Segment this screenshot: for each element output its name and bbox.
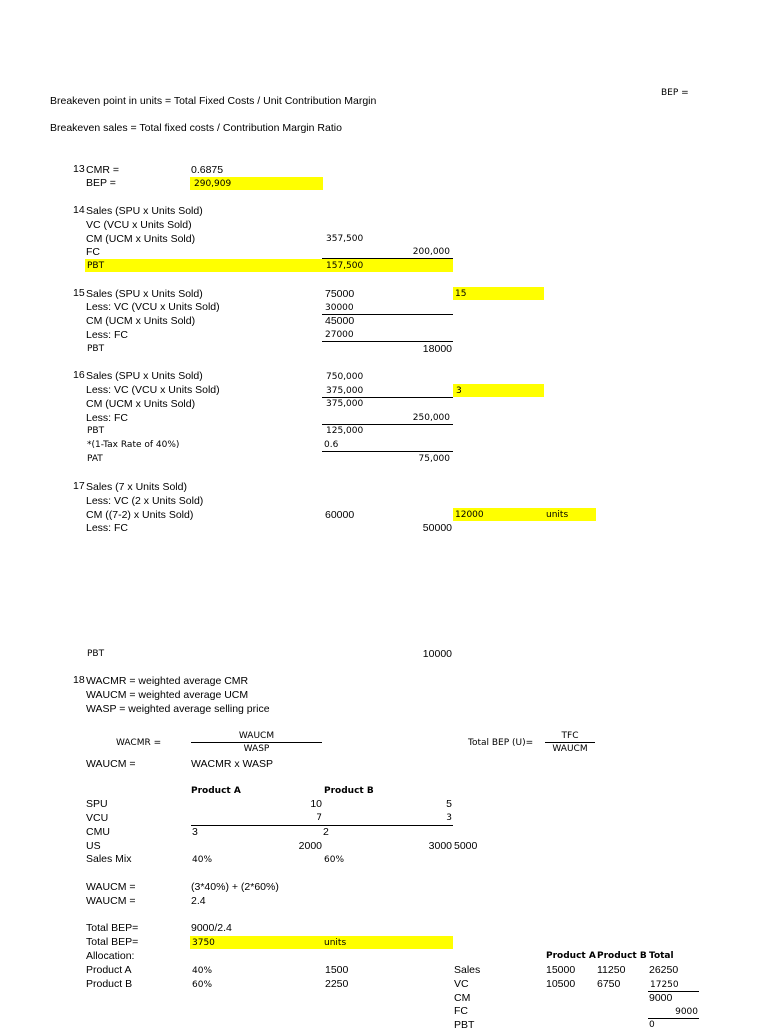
alloc-a-pct: 40% — [192, 966, 213, 976]
question-number: 13 — [73, 163, 85, 175]
question-number: 17 — [73, 480, 85, 492]
allocation-label: Allocation: — [86, 950, 135, 962]
pbt-label: PBT — [87, 344, 105, 354]
vc-label: Less: VC (VCU x Units Sold) — [86, 301, 220, 313]
is-fc-label: FC — [454, 1005, 468, 1017]
tax-value: 0.6 — [324, 440, 339, 450]
highlight-cell — [453, 384, 544, 397]
cm-value: 60000 — [325, 509, 355, 521]
answer-value: 12000 — [455, 510, 484, 520]
highlight-cell — [190, 936, 453, 949]
is-product-a-header: Product A — [546, 951, 596, 961]
answer-unit: units — [546, 510, 569, 520]
cm-label: CM (UCM x Units Sold) — [86, 233, 196, 245]
pbt-label: PBT — [87, 426, 105, 436]
cmr-value: 0.6875 — [191, 164, 224, 176]
total-bep-unit: units — [324, 938, 347, 948]
alloc-b-pct: 60% — [192, 980, 213, 990]
bep-label: BEP = — [86, 177, 116, 189]
alloc-b-units: 2250 — [325, 978, 349, 990]
divider — [322, 341, 453, 342]
wacmr-numerator: WAUCM — [238, 731, 275, 741]
cm-label: CM (UCM x Units Sold) — [86, 398, 196, 410]
divider — [322, 451, 453, 452]
is-vc-total: 17250 — [650, 980, 679, 990]
is-sales-label: Sales — [454, 964, 481, 976]
cm-label: CM (UCM x Units Sold) — [86, 315, 196, 327]
divider — [191, 825, 453, 826]
vc-value: 375,000 — [326, 386, 364, 396]
sales-mix-b: 60% — [324, 855, 345, 865]
is-pbt-total: 0 — [649, 1020, 655, 1030]
sales-label: Sales (SPU x Units Sold) — [86, 288, 203, 300]
product-a-header: Product A — [191, 786, 241, 796]
is-product-b-header: Product B — [597, 951, 647, 961]
spu-b: 5 — [446, 798, 452, 810]
vc-value: 30000 — [325, 303, 354, 313]
total-bep-denominator: WAUCM — [552, 744, 588, 754]
waucm-label: WAUCM = — [86, 758, 136, 770]
is-sales-b: 11250 — [597, 964, 626, 976]
vc-label: Less: VC (2 x Units Sold) — [86, 495, 204, 507]
sales-value: 750,000 — [326, 372, 364, 382]
cmu-b: 2 — [323, 826, 329, 838]
bep-value: 290,909 — [194, 179, 232, 189]
vc-label: Less: VC (VCU x Units Sold) — [86, 384, 220, 396]
total-bep-value: 3750 — [192, 938, 215, 948]
fc-label: FC — [86, 246, 100, 258]
waucm-calc-label: WAUCM = — [86, 881, 136, 893]
alloc-a-units: 1500 — [325, 964, 349, 976]
fc-label: Less: FC — [86, 412, 129, 424]
pat-label: PAT — [87, 454, 103, 464]
highlight-row — [85, 259, 453, 272]
fc-value: 50000 — [422, 522, 452, 534]
sales-mix-label: Sales Mix — [86, 853, 132, 865]
spu-a: 10 — [310, 798, 322, 810]
divider — [648, 1018, 699, 1019]
us-b: 3000 — [428, 840, 452, 852]
sales-mix-a: 40% — [192, 855, 213, 865]
wacmr-denominator: WASP — [243, 744, 270, 754]
product-b-header: Product B — [324, 786, 374, 796]
alloc-b-label: Product B — [86, 978, 133, 990]
question-number: 16 — [73, 369, 85, 381]
highlight-cell — [453, 287, 544, 300]
is-total-header: Total — [649, 951, 674, 961]
is-vc-a: 10500 — [546, 978, 576, 990]
is-vc-b: 6750 — [597, 978, 621, 990]
waucm-formula: WACMR x WASP — [191, 758, 274, 770]
pbt-label: PBT — [87, 649, 105, 659]
fc-value: 27000 — [325, 330, 354, 340]
is-fc-total: 9000 — [675, 1007, 698, 1017]
pbt-label: PBT — [87, 261, 105, 271]
total-bep-label: Total BEP= — [86, 936, 139, 948]
bep-units-formula: Breakeven point in units = Total Fixed Costs / Unit Contribution Margin — [50, 95, 377, 107]
cmr-label: CMR = — [86, 164, 119, 176]
divider — [322, 258, 453, 259]
us-total: 5000 — [454, 840, 478, 852]
question-number: 14 — [73, 204, 85, 216]
pbt-value: 125,000 — [326, 426, 364, 436]
pbt-value: 10000 — [422, 648, 452, 660]
vc-label: VC (VCU x Units Sold) — [86, 219, 192, 231]
answer-value: 15 — [455, 289, 467, 299]
cm-value: 357,500 — [326, 234, 364, 244]
answer-value: 3 — [456, 386, 462, 396]
total-bep-numerator: TFC — [561, 731, 579, 741]
pbt-value: 18000 — [422, 343, 452, 355]
definition-wasp: WASP = weighted average selling price — [86, 703, 270, 715]
waucm-calc: (3*40%) + (2*60%) — [191, 881, 279, 893]
cmu-label: CMU — [86, 826, 110, 838]
is-sales-a: 15000 — [546, 964, 576, 976]
us-a: 2000 — [298, 840, 322, 852]
definition-wacmr: WACMR = weighted average CMR — [86, 675, 249, 687]
vcu-b: 3 — [446, 813, 452, 823]
sales-label: Sales (SPU x Units Sold) — [86, 370, 203, 382]
fc-value: 250,000 — [412, 413, 450, 423]
waucm-result: 2.4 — [191, 895, 206, 907]
question-number: 18 — [73, 674, 85, 686]
cm-value: 45000 — [325, 315, 355, 327]
cmu-a: 3 — [192, 826, 198, 838]
total-bep-formula-label: Total BEP (U)= — [468, 738, 534, 748]
is-cm-label: CM — [454, 992, 471, 1004]
tax-label: *(1-Tax Rate of 40%) — [87, 440, 180, 450]
us-label: US — [86, 840, 101, 852]
total-bep-label: Total BEP= — [86, 922, 139, 934]
wacmr-label: WACMR = — [116, 738, 162, 748]
definition-waucm: WAUCM = weighted average UCM — [86, 689, 249, 701]
alloc-a-label: Product A — [86, 964, 132, 976]
cm-label: CM ((7-2) x Units Sold) — [86, 509, 194, 521]
fc-label: Less: FC — [86, 329, 129, 341]
total-bep-calc: 9000/2.4 — [191, 922, 232, 934]
is-pbt-label: PBT — [454, 1019, 475, 1031]
sales-value: 75000 — [325, 288, 355, 300]
fc-value: 200,000 — [412, 247, 450, 257]
waucm-result-label: WAUCM = — [86, 895, 136, 907]
pbt-value: 157,500 — [326, 261, 364, 271]
is-sales-total: 26250 — [649, 964, 679, 976]
question-number: 15 — [73, 287, 85, 299]
sales-label: Sales (7 x Units Sold) — [86, 481, 187, 493]
bep-corner-label: BEP = — [661, 88, 689, 98]
sales-label: Sales (SPU x Units Sold) — [86, 205, 203, 217]
is-vc-label: VC — [454, 978, 469, 990]
vcu-label: VCU — [86, 812, 109, 824]
spu-label: SPU — [86, 798, 108, 810]
fc-label: Less: FC — [86, 522, 129, 534]
pat-value: 75,000 — [418, 454, 450, 464]
bep-sales-formula: Breakeven sales = Total fixed costs / Contribution Margin Ratio — [50, 122, 342, 134]
is-cm-total: 9000 — [649, 992, 673, 1004]
vcu-a: 7 — [316, 813, 322, 823]
cm-value: 375,000 — [326, 399, 364, 409]
